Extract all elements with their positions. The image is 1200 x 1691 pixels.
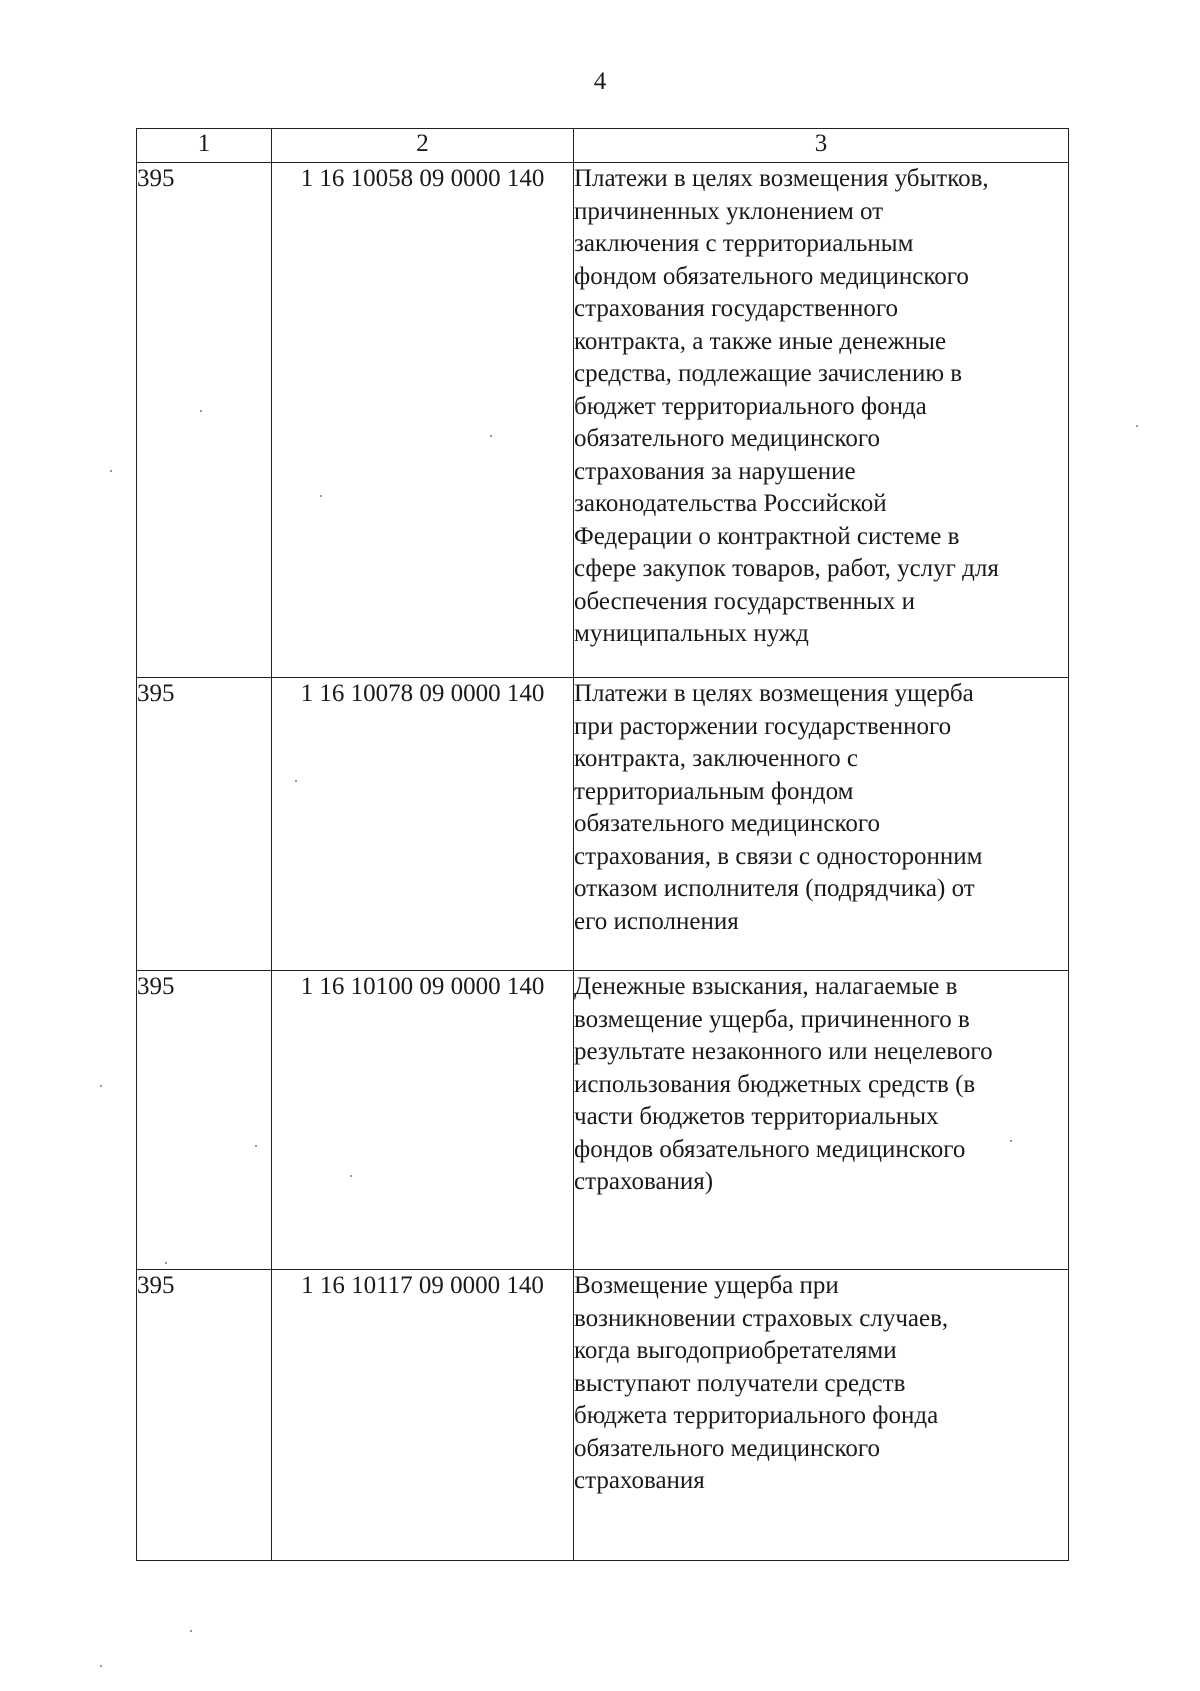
table-row xyxy=(137,1270,1069,1561)
description-line: результате незаконного или нецелевого xyxy=(574,1038,993,1065)
header-row xyxy=(137,129,1069,163)
scan-speck xyxy=(1136,425,1138,427)
scan-speck xyxy=(1010,1140,1012,1142)
admin-code-cell: 395 xyxy=(137,1270,272,1561)
description-line: бюджета территориального фонда xyxy=(574,1402,939,1429)
description-line: возникновении страховых случаев, xyxy=(574,1304,949,1332)
description-line: части бюджетов территориальных xyxy=(574,1103,939,1130)
description-line: законодательства Российской xyxy=(574,490,887,517)
admin-code-cell: 395 xyxy=(137,678,272,971)
scan-speck xyxy=(200,410,202,412)
header-col-2: 2 xyxy=(272,129,574,163)
scan-speck xyxy=(100,1085,102,1087)
description-cell xyxy=(574,1270,1069,1561)
description-line: фондов обязательного медицинского xyxy=(574,1135,966,1163)
description-line: Денежные взыскания, налагаемые в xyxy=(574,973,958,1000)
description-line: страхования, в связи с односторонним xyxy=(574,842,983,870)
description-line: муниципальных нужд xyxy=(574,620,809,647)
description-line: контракта, а также иные денежные xyxy=(574,327,947,355)
description-line: страхования государственного xyxy=(574,295,898,322)
revenue-codes-table xyxy=(136,128,1069,1561)
description-line: контракта, заключенного с xyxy=(574,745,858,772)
description-line: его исполнения xyxy=(574,907,739,935)
header-col-1: 1 xyxy=(137,129,272,163)
scan-speck xyxy=(165,1262,167,1264)
description-line: средства, подлежащие зачислению в xyxy=(574,360,963,387)
table-row xyxy=(137,971,1069,1270)
header-col-3: 3 xyxy=(574,129,1069,163)
admin-code-cell: 395 xyxy=(137,163,272,678)
revenue-code-cell: 1 16 10117 09 0000 140 xyxy=(272,1270,574,1561)
description-line: обязательного медицинского xyxy=(574,425,881,452)
description-line: страхования) xyxy=(574,1168,714,1195)
description-line: заключения с территориальным xyxy=(574,230,914,257)
scan-speck xyxy=(490,435,492,437)
description-line: территориальным фондом xyxy=(574,777,854,805)
description-line: Возмещение ущерба при xyxy=(574,1272,839,1299)
admin-code-cell: 395 xyxy=(137,971,272,1270)
table-row xyxy=(137,678,1069,971)
description-line: фондом обязательного медицинского xyxy=(574,262,969,290)
revenue-code-cell: 1 16 10058 09 0000 140 xyxy=(272,163,574,678)
description-line: страхования xyxy=(574,1467,705,1494)
description-line: Федерации о контрактной системе в xyxy=(574,522,960,550)
description-line: Платежи в целях возмещения убытков, xyxy=(574,165,989,192)
description-cell xyxy=(574,163,1069,678)
description-line: бюджет территориального фонда xyxy=(574,392,927,420)
scan-speck xyxy=(320,495,322,497)
scan-speck xyxy=(295,780,297,782)
description-line: при расторжении государственного xyxy=(574,712,952,740)
description-line: причиненных уклонением от xyxy=(574,197,884,225)
description-line: возмещение ущерба, причиненного в xyxy=(574,1005,970,1033)
description-line: обязательного медицинского xyxy=(574,1434,881,1462)
revenue-code-cell: 1 16 10078 09 0000 140 xyxy=(272,678,574,971)
table-row xyxy=(137,163,1069,678)
scan-speck xyxy=(110,470,112,472)
description-cell xyxy=(574,971,1069,1270)
description-line: обязательного медицинского xyxy=(574,810,881,837)
description-line: выступают получатели средств xyxy=(574,1369,906,1397)
scan-speck xyxy=(255,1145,257,1147)
description-line: страхования за нарушение xyxy=(574,457,856,485)
description-line: использования бюджетных средств (в xyxy=(574,1070,976,1098)
scan-speck xyxy=(100,1665,102,1667)
description-line: отказом исполнителя (подрядчика) от xyxy=(574,875,975,902)
description-line: когда выгодоприобретателями xyxy=(574,1337,897,1364)
description-line: обеспечения государственных и xyxy=(574,587,915,615)
scan-speck xyxy=(350,1175,352,1177)
scan-speck xyxy=(190,1630,192,1632)
description-line: Платежи в целях возмещения ущерба xyxy=(574,680,974,707)
revenue-code-cell: 1 16 10100 09 0000 140 xyxy=(272,971,574,1270)
description-line: сфере закупок товаров, работ, услуг для xyxy=(574,555,999,582)
page-number: 4 xyxy=(593,68,607,95)
description-cell xyxy=(574,678,1069,971)
